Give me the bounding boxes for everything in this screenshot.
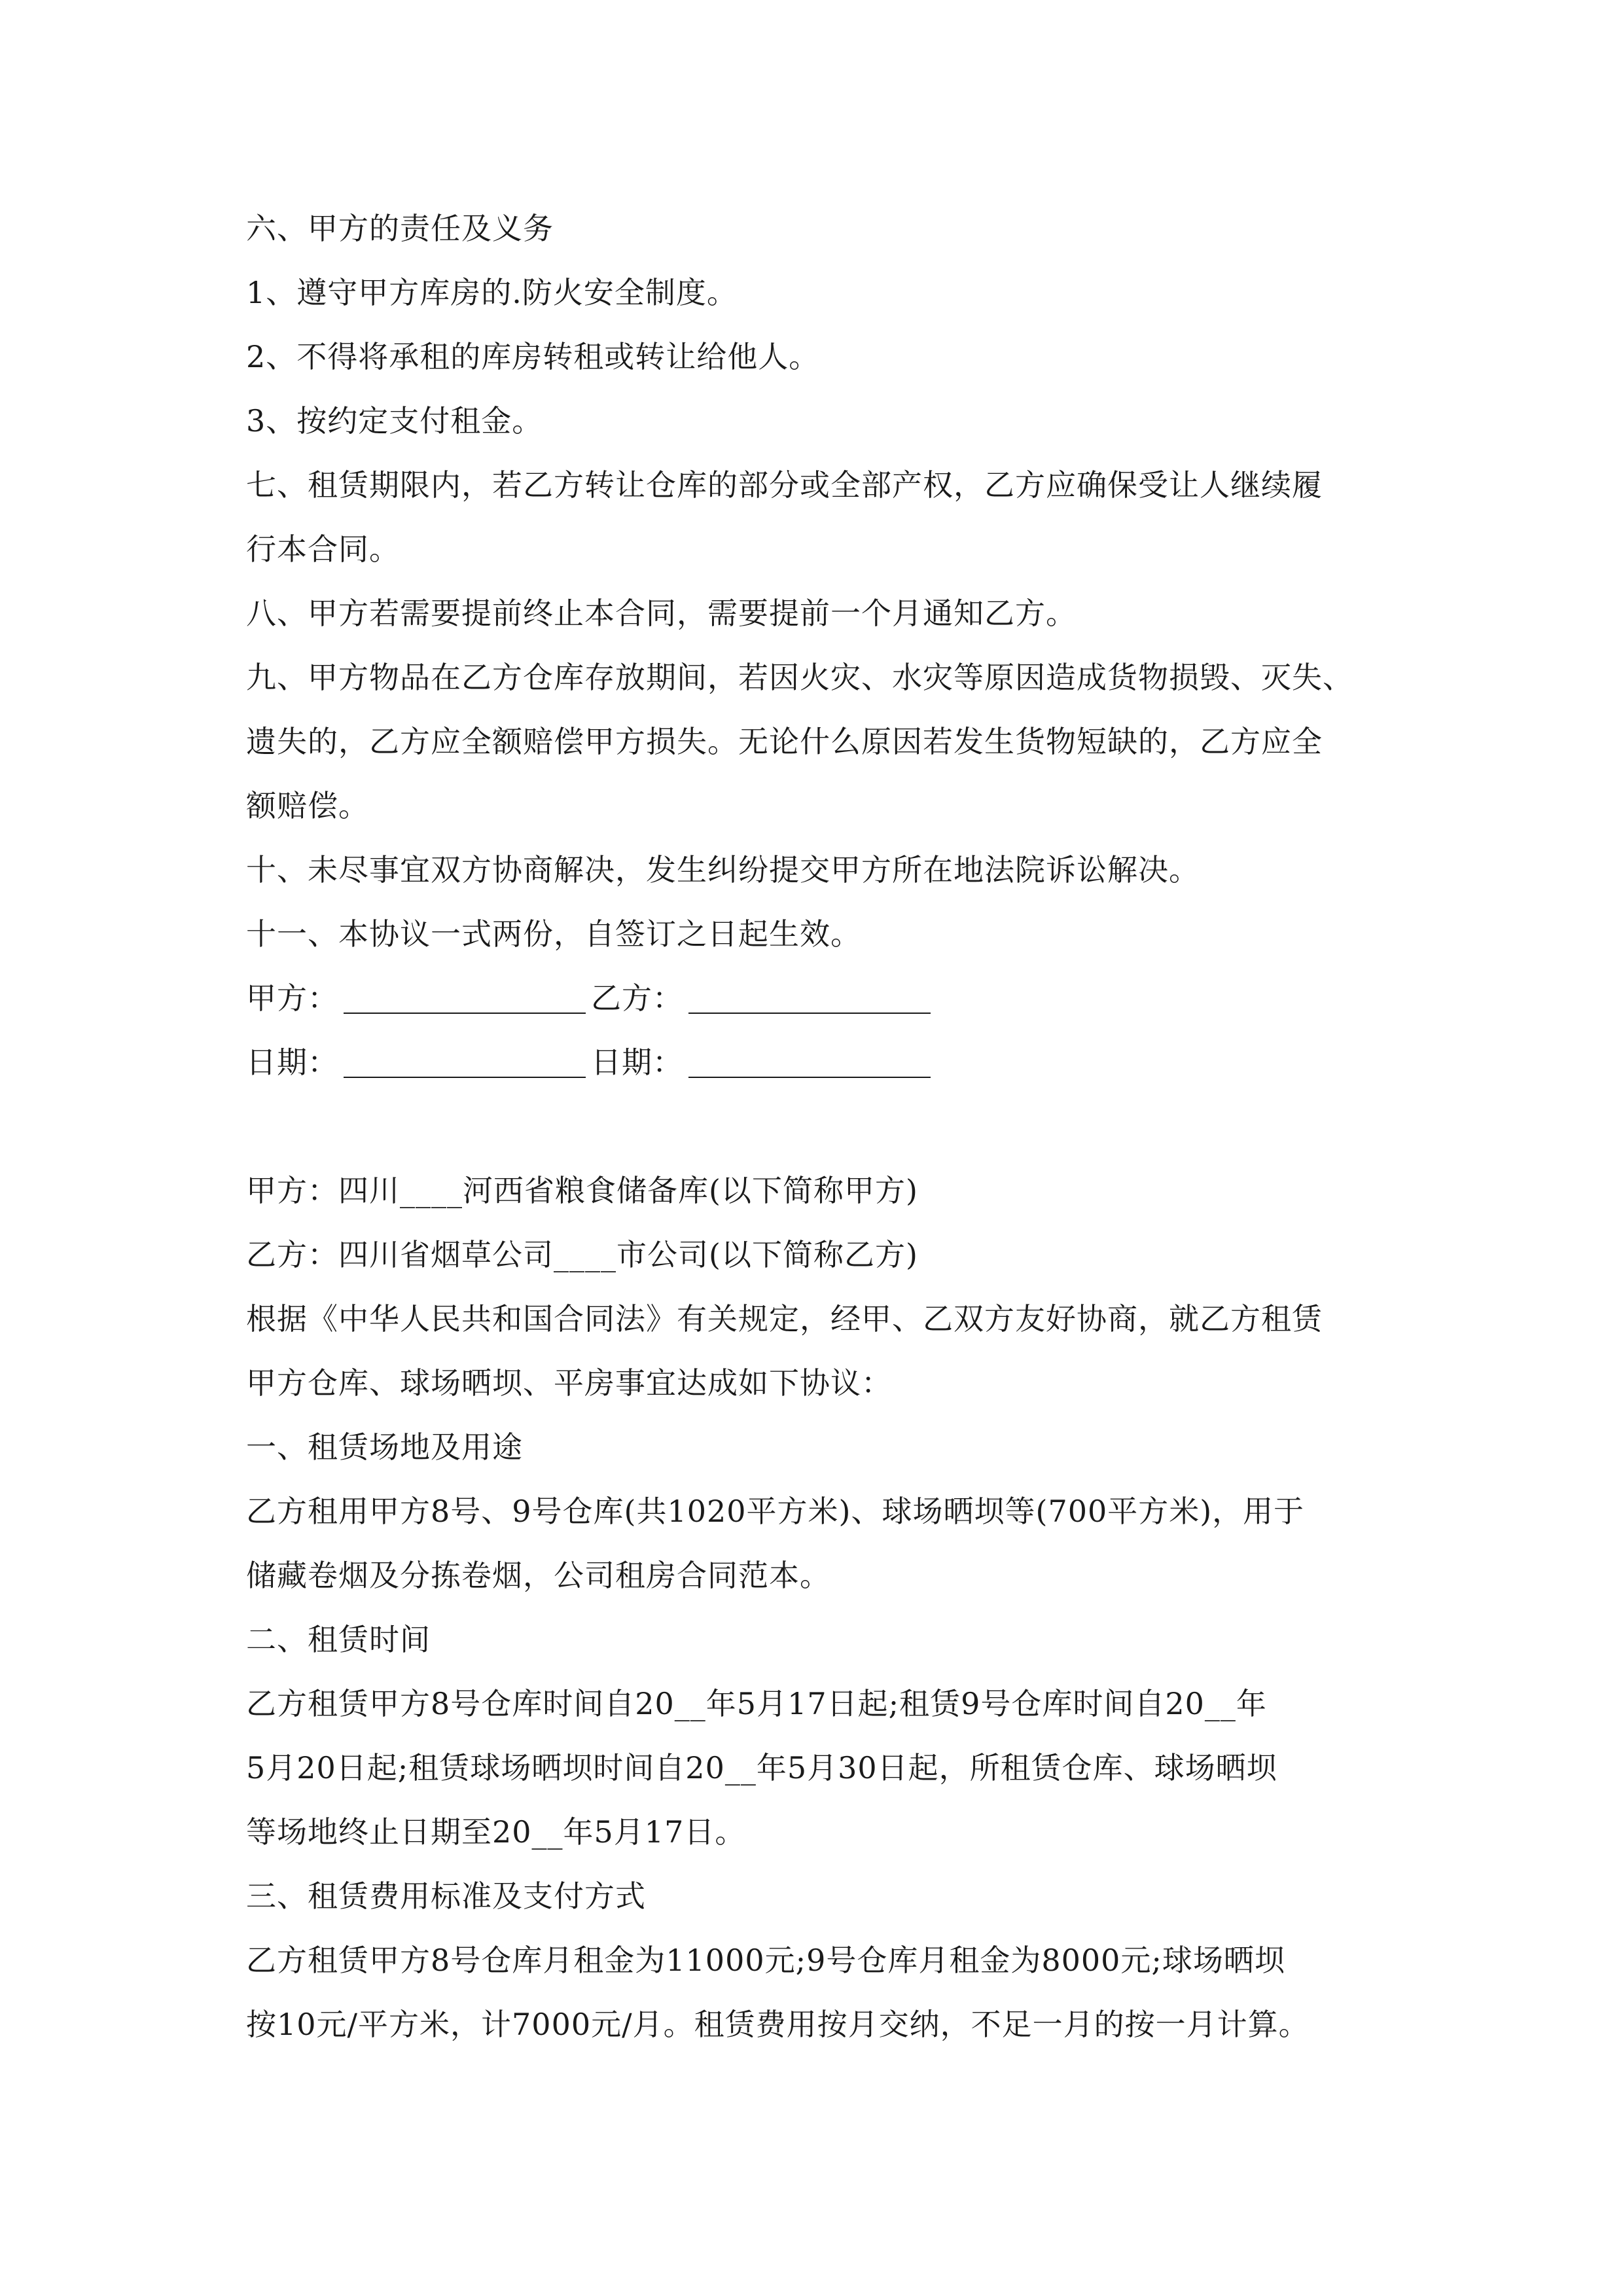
section-3-line-1: 乙方租赁甲方8号仓库月租金为11000元;9号仓库月租金为8000元;球场晒坝 — [246, 1943, 1285, 1978]
section-3-line-2: 按10元/平方米，计7000元/月。租赁费用按月交纳，不足一月的按一月计算。 — [246, 2007, 1310, 2042]
section-2-line-1: 乙方租赁甲方8号仓库时间自20__年5月17日起;租赁9号仓库时间自20__年 — [246, 1686, 1267, 1721]
clause-6-1: 1、遵守甲方库房的.防火安全制度。 — [246, 275, 738, 310]
clause-9-line-3: 额赔偿。 — [246, 788, 369, 823]
section-heading-2: 二、租赁时间 — [246, 1622, 431, 1657]
section-2-line-3: 等场地终止日期至20__年5月17日。 — [246, 1814, 746, 1850]
clause-6-2: 2、不得将承租的库房转租或转让给他人。 — [246, 339, 820, 374]
signature-row-dates — [246, 1030, 1398, 1094]
party-b-declaration: 乙方：四川省烟草公司____市公司(以下简称乙方) — [246, 1237, 918, 1272]
section-2-line-2: 5月20日起;租赁球场晒坝时间自20__年5月30日起，所租赁仓库、球场晒坝 — [246, 1750, 1277, 1785]
date-b-blank — [688, 1050, 931, 1078]
document-body — [246, 196, 1398, 2056]
party-b-label: 乙方： — [591, 980, 683, 1016]
clause-7-line-2: 行本合同。 — [246, 531, 400, 567]
preamble-line-2: 甲方仓库、球场晒坝、平房事宜达成如下协议： — [246, 1365, 892, 1401]
section-heading-6: 六、甲方的责任及义务 — [246, 211, 554, 246]
section-divider-gap — [246, 1094, 1398, 1158]
clause-11: 十一、本协议一式两份，自签订之日起生效。 — [246, 916, 861, 952]
section-1-line-1: 乙方租用甲方8号、9号仓库(共1020平方米)、球场晒坝等(700平方米)，用于 — [246, 1494, 1305, 1529]
clause-10: 十、未尽事宜双方协商解决，发生纠纷提交甲方所在地法院诉讼解决。 — [246, 852, 1200, 888]
date-a-blank — [344, 1050, 586, 1078]
date-a-label: 日期： — [246, 1045, 338, 1080]
preamble-line-1: 根据《中华人民共和国合同法》有关规定，经甲、乙双方友好协商，就乙方租赁 — [246, 1301, 1323, 1336]
date-b-label: 日期： — [591, 1045, 683, 1080]
section-heading-3: 三、租赁费用标准及支付方式 — [246, 1878, 646, 1914]
signature-row-parties — [246, 966, 1398, 1030]
party-a-signature-blank — [344, 986, 586, 1014]
party-a-label: 甲方： — [246, 980, 338, 1016]
section-1-line-2: 储藏卷烟及分拣卷烟，公司租房合同范本。 — [246, 1558, 830, 1593]
party-b-signature-blank — [688, 986, 931, 1014]
clause-7-line-1: 七、租赁期限内，若乙方转让仓库的部分或全部产权，乙方应确保受让人继续履 — [246, 467, 1323, 503]
clause-9-line-1: 九、甲方物品在乙方仓库存放期间，若因火灾、水灾等原因造成货物损毁、灭失、 — [246, 660, 1353, 695]
section-heading-1: 一、租赁场地及用途 — [246, 1429, 523, 1465]
clause-8: 八、甲方若需要提前终止本合同，需要提前一个月通知乙方。 — [246, 596, 1077, 631]
clause-9-line-2: 遗失的，乙方应全额赔偿甲方损失。无论什么原因若发生货物短缺的，乙方应全 — [246, 724, 1323, 759]
clause-6-3: 3、按约定支付租金。 — [246, 403, 543, 439]
party-a-declaration: 甲方：四川____河西省粮食储备库(以下简称甲方) — [246, 1173, 918, 1208]
